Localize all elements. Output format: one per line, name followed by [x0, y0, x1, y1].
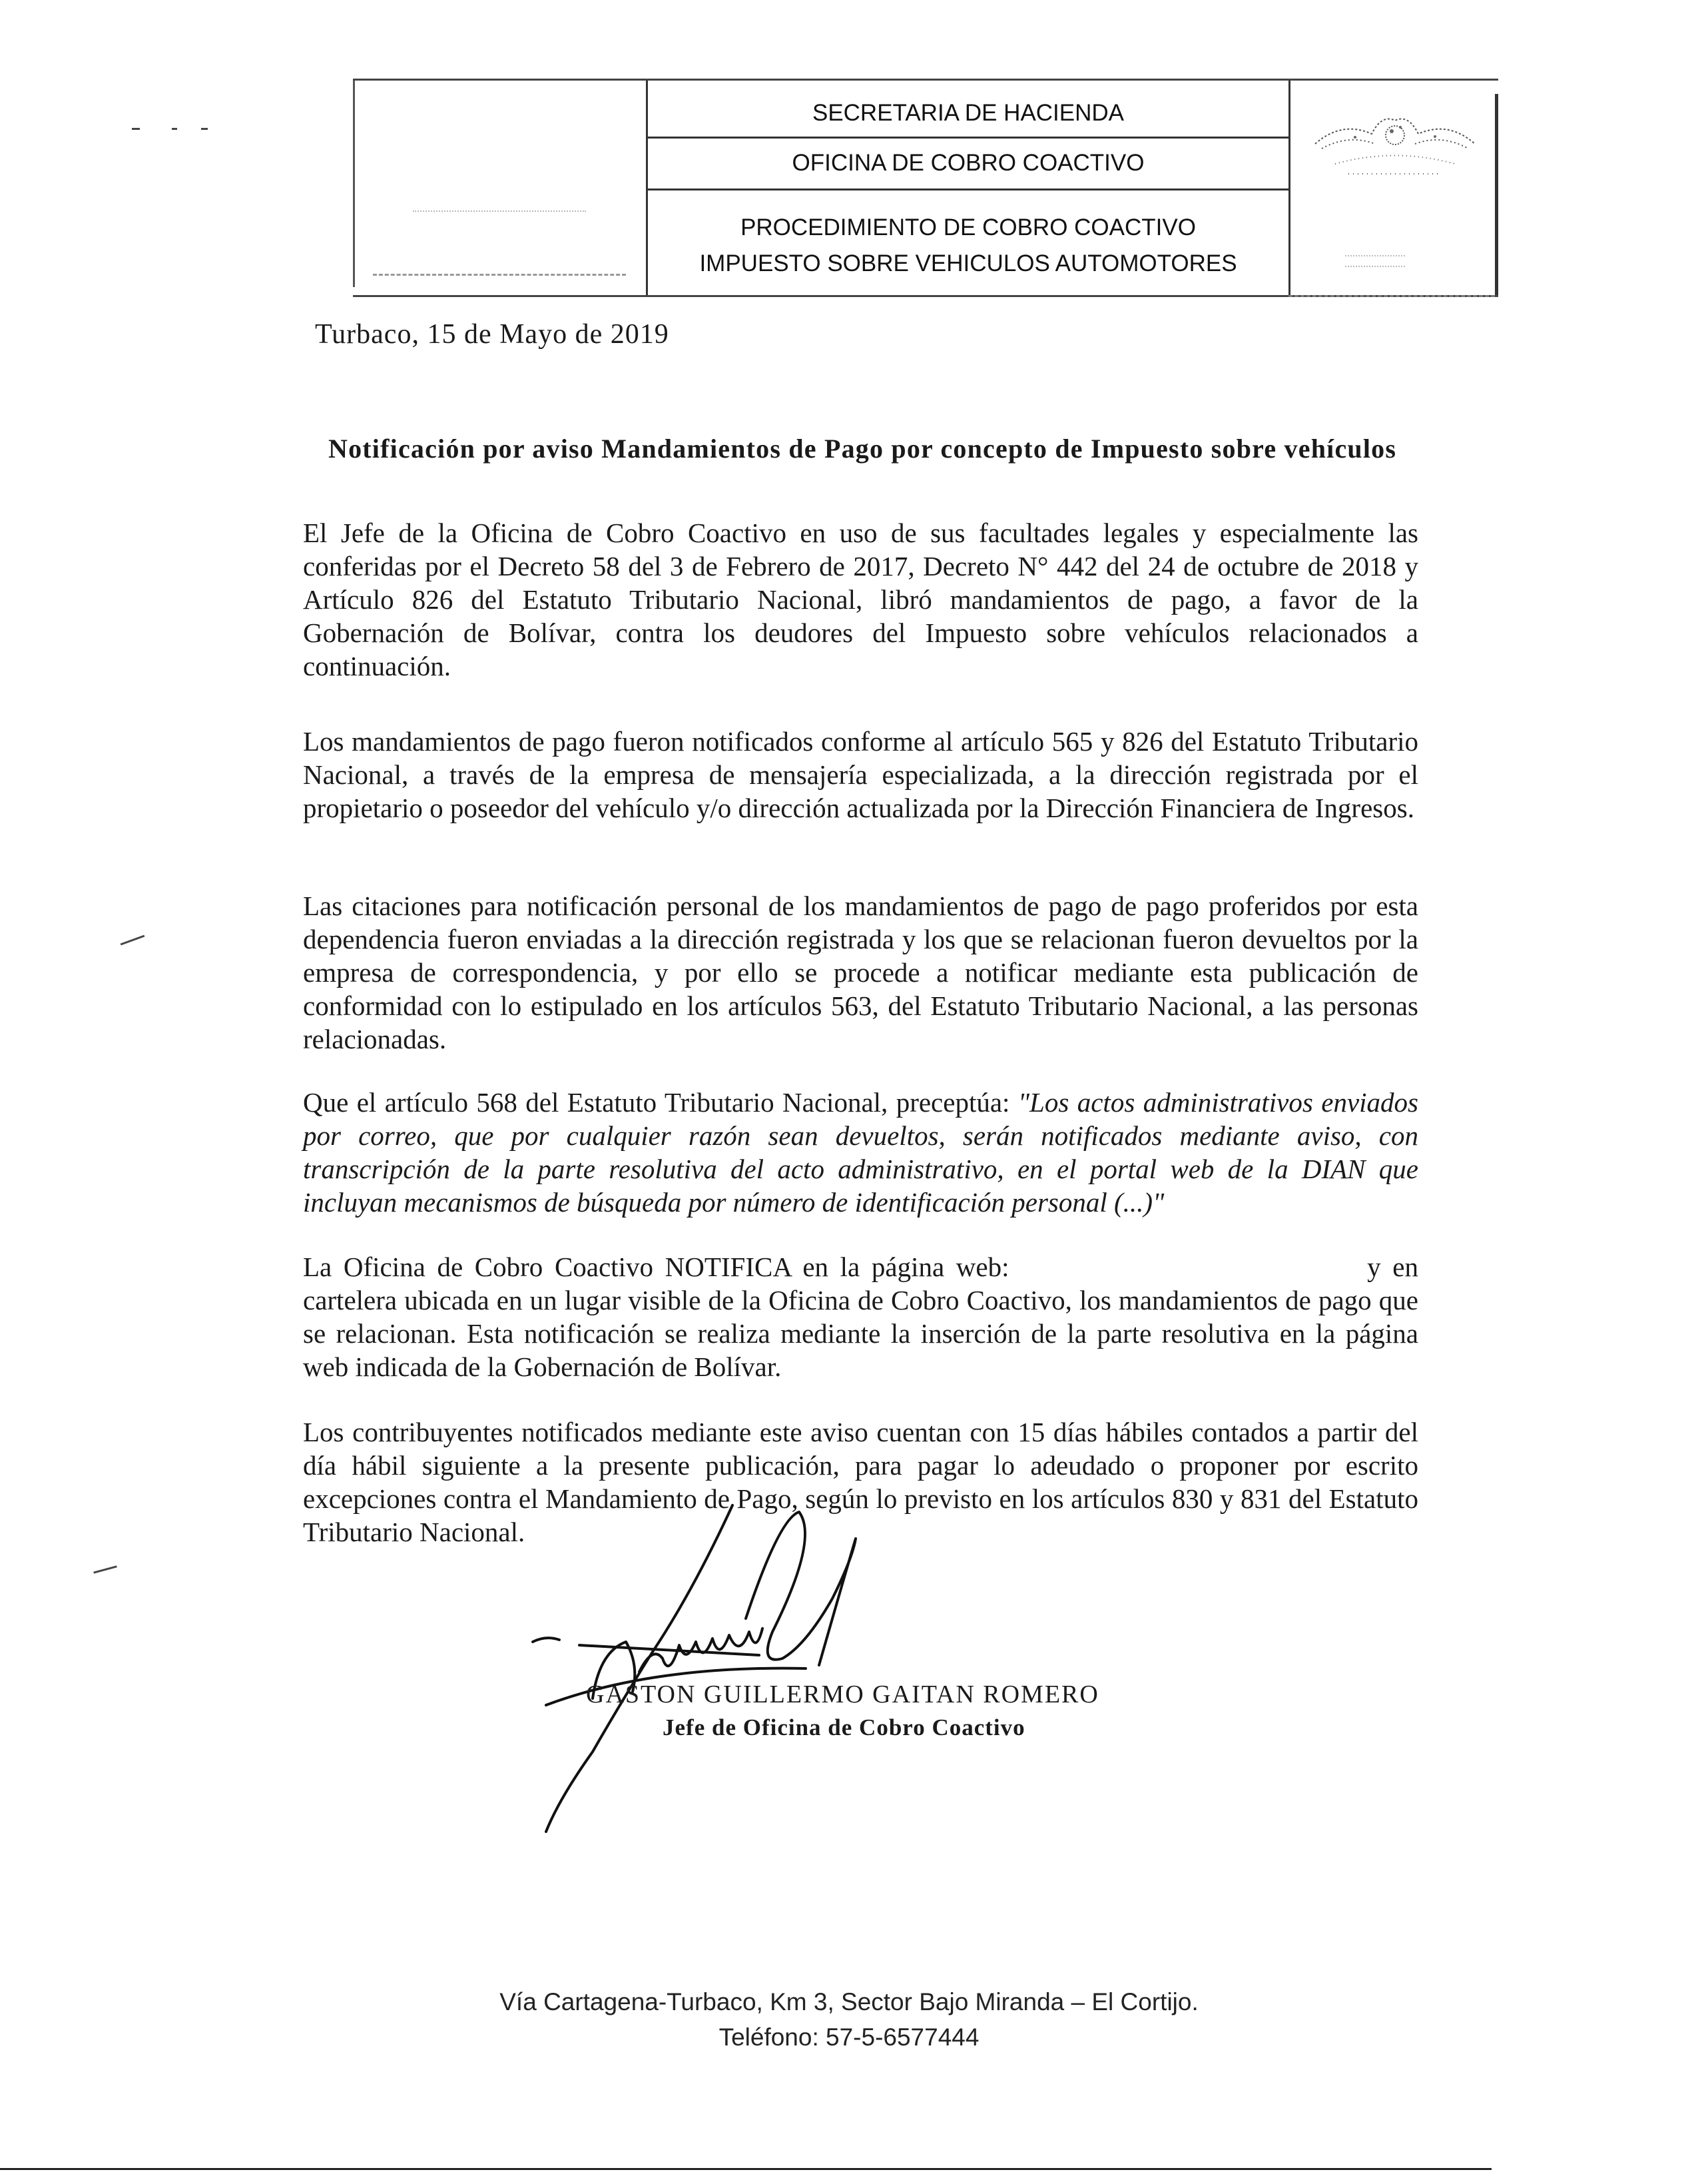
scan-speck	[201, 128, 208, 130]
scan-speck	[172, 128, 177, 130]
article-quote: "Los actos administrativos enviados por correo, que por cualquier razón sean devueltos, serán notificados mediante aviso, con transcripción de la parte resolutiva del acto administrativo, en el portal web de la DIAN que incluyan mecanismos de búsqueda por número de identificación personal (...)"	[303, 1087, 1418, 1218]
eagle-seal-icon	[1308, 107, 1482, 187]
scan-speck	[132, 128, 140, 130]
header-title-cell	[646, 81, 1290, 295]
paragraph-facultades: El Jefe de la Oficina de Cobro Coactivo en uso de sus facultades legales y especialmente las conferidas por el Decreto 58 del 3 de Febrero de 2017, Decreto N° 442 del 24 de octubre de 2018 y Artículo 826 del Estatuto Tributario Nacional, libró mandamientos de pago, a favor de la Gobernación de Bolívar, contra los deudores del Impuesto sobre vehículos relacionados a continuación.	[303, 518, 1418, 681]
scan-speck	[93, 1565, 117, 1573]
footer-address: Vía Cartagena-Turbaco, Km 3, Sector Bajo Miranda – El Cortijo.	[499, 1988, 1199, 2015]
footer-phone: Teléfono: 57-5-6577444	[718, 2023, 980, 2051]
header-procedimiento-line1: PROCEDIMIENTO DE COBRO COACTIVO	[740, 214, 1196, 240]
paragraph-plazo: Los contribuyentes notificados mediante este aviso cuentan con 15 días hábiles contados a partir del día hábil siguiente a la presente publicación, para pagar lo adeudado o proponer por escrito excepciones contra el Mandamiento de Pago, según lo previsto en los artículos 830 y 831 del Estatuto Tributario Nacional.	[303, 1417, 1418, 1547]
header-procedimiento-line2: IMPUESTO SOBRE VEHICULOS AUTOMOTORES	[699, 250, 1237, 276]
article-intro: Que el artículo 568 del Estatuto Tributario Nacional, preceptúa:	[303, 1087, 1018, 1118]
scan-speck	[121, 935, 145, 946]
faded-logo-text	[413, 210, 586, 218]
header-secretaria: SECRETARIA DE HACIENDA	[648, 81, 1288, 139]
seal-bottom-rule	[1288, 295, 1495, 297]
handwritten-signature	[519, 1499, 892, 1845]
paragraph-citaciones: Las citaciones para notificación personal de los mandamientos de pago de pago proferidos por esta dependencia fueron enviadas a la dirección registrada y los que se relacionan fueron devueltos por la empresa de correspondencia, y por ello se procede a notificar mediante esta publicación de conformidad con lo estipulado en los artículos 563, del Estatuto Tributario Nacional, a las personas relacionadas.	[303, 891, 1418, 1054]
signer-title: Jefe de Oficina de Cobro Coactivo	[663, 1714, 1025, 1740]
header-procedimiento	[648, 188, 1288, 295]
header-right-border	[1495, 94, 1498, 295]
header-oficina: OFICINA DE COBRO COACTIVO	[648, 137, 1288, 190]
notifica-continuation: y en cartelera ubicada en un lugar visible de la Oficina de Cobro Coactivo, los mandamientos de pago que se relacionan. Esta notificación se realiza mediante la inserción de la parte resolutiva en la página web indicada de la Gobernación de Bolívar.	[303, 1252, 1418, 1382]
document-subject: Notificación por aviso Mandamientos de Pago por concepto de Impuesto sobre vehículos	[328, 434, 1397, 464]
paragraph-notifica-web	[303, 1250, 1418, 1383]
seal-cell	[1288, 81, 1495, 295]
faded-rule	[373, 274, 626, 280]
paragraph-articulo-568	[303, 1086, 1418, 1219]
document-header	[353, 79, 1498, 297]
faded-stamp	[1345, 255, 1405, 267]
logo-cell	[353, 81, 646, 295]
notifica-text: La Oficina de Cobro Coactivo NOTIFICA en la página web:	[303, 1252, 1009, 1282]
paragraph-notificados: Los mandamientos de pago fueron notificados conforme al artículo 565 y 826 del Estatuto Tributario Nacional, a través de la empresa de mensajería especializada, a la dirección registrada por el propietario o poseedor del vehículo y/o dirección actualizada por la Dirección Financiera de Ingresos.	[303, 726, 1418, 823]
dateline: Turbaco, 15 de Mayo de 2019	[315, 319, 669, 350]
footer-rule	[0, 2168, 1492, 2170]
signer-name: GASTON GUILLERMO GAITAN ROMERO	[586, 1680, 1099, 1708]
